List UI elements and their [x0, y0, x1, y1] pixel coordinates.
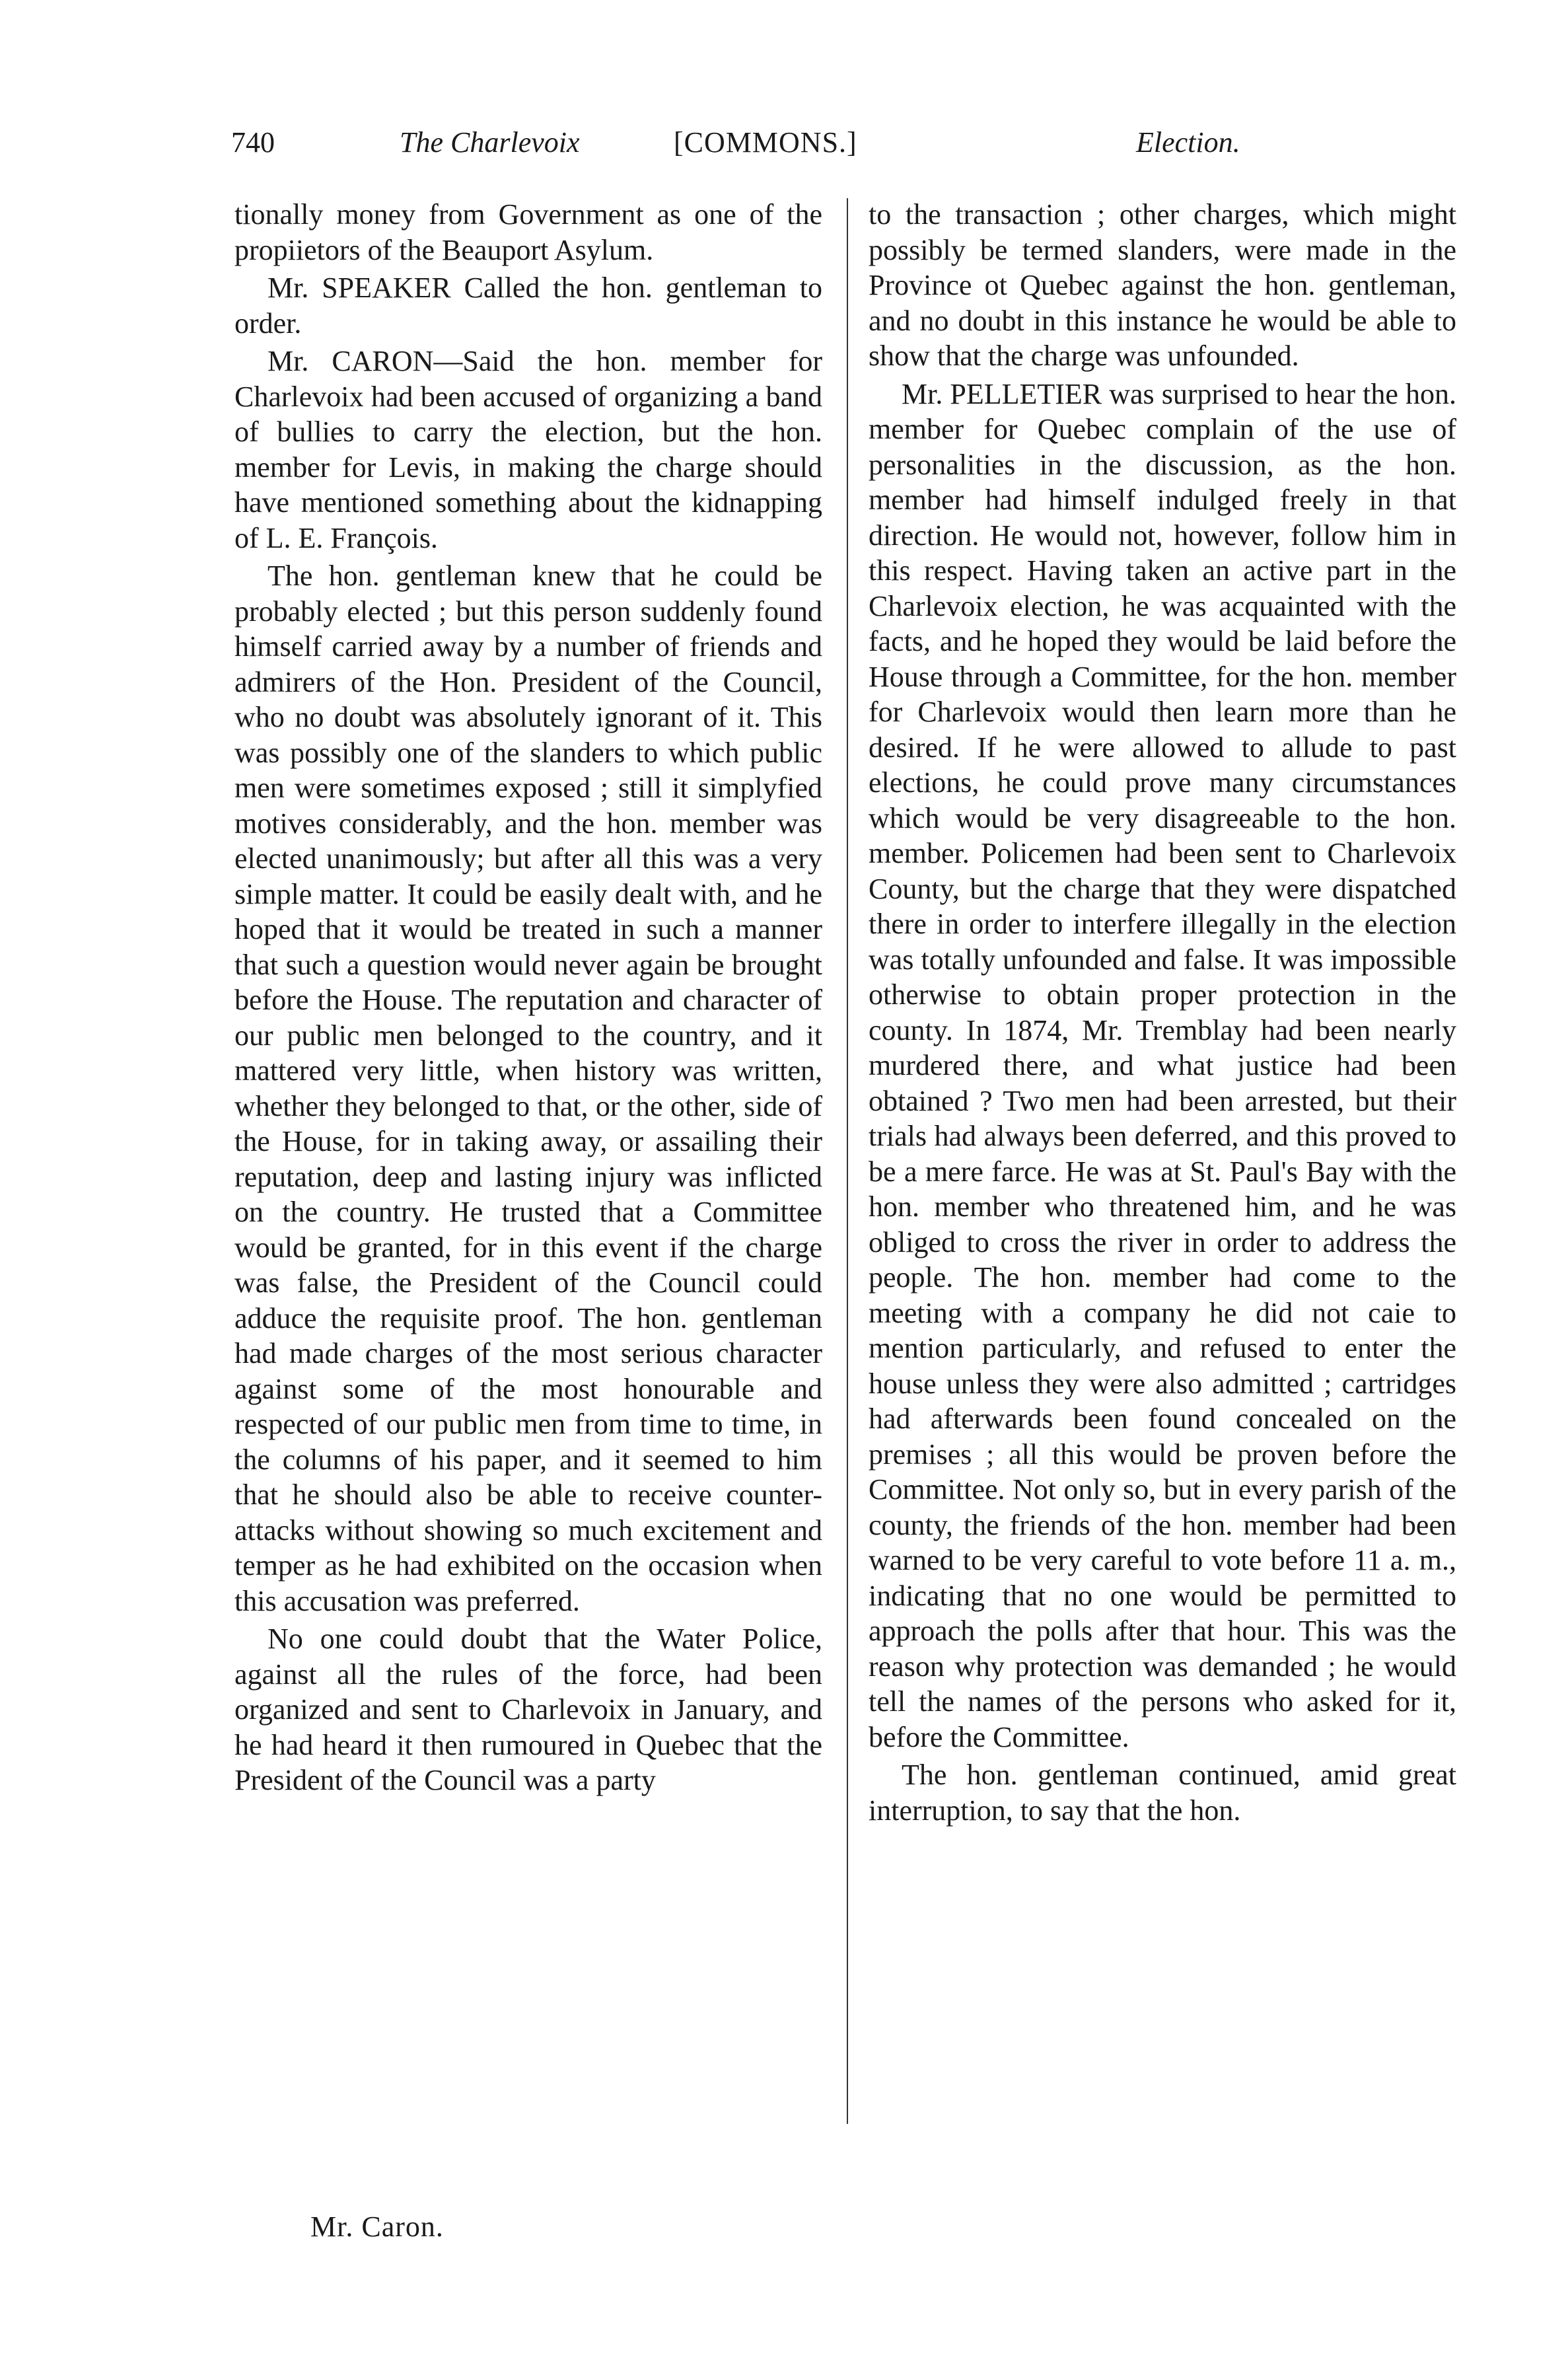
paragraph: to the transaction ; other charges, which might possibly be termed slanders, were made in the Province ot Quebec against the hon. gentleman, and no doubt in this instance he would be able to show that the charge was unfounded. [869, 198, 1456, 372]
page-number: 740 [231, 126, 275, 159]
paragraph: The hon. gentleman knew that he could be probably elected ; but this person suddenly found himself carried away by a number of friends and admirers of the Hon. President of the Council, who no doubt was absolutely ignorant of it. This was possibly one of the slanders to which public men were sometimes exposed ; still it simplyfied motives considerably, and the hon. member was elected unanimously; but after all this was a very simple matter. It could be easily dealt with, and he hoped that it would be treated in such a manner that such a question would never again be brought before the House. The reputation and character of our public men belonged to the country, and it mattered very little, when history was written, whether they belonged to that, or the other, side of the House, for in taking away, or assailing their reputation, deep and lasting injury was inflicted on the country. He trusted that a Committee would be granted, for in this event if the charge was false, the President of the Council could adduce the requisite proof. The hon. gentleman had made charges of the most serious character against some of the most honourable and respected of our public men from time to time, in the columns of his paper, and it seemed to him that he should also be able to receive counter-attacks without showing so much excitement and temper as he had exhibited on the occasion when this accusation was preferred. [234, 560, 822, 1617]
column-divider [847, 198, 848, 2124]
catchword: Mr. Caron. [310, 2210, 444, 2243]
paragraph: No one could doubt that the Water Police, against all the rules of the force, had been organized and sent to Charlevoix in January, and he had heard it then rumoured in Quebec that the President of the Council was a party [234, 1623, 822, 1796]
running-header [231, 126, 1275, 178]
paragraph: Mr. SPEAKER Called the hon. gentleman to order. [234, 272, 822, 340]
right-column [869, 197, 1456, 1831]
left-column [234, 197, 822, 1801]
paragraph: Mr. PELLETIER was surprised to hear the hon. member for Quebec complain of the use of personalities in the discussion, as the hon. member had himself indulged freely in that direction. He would not, however, follow him in this respect. Having taken an active part in the Charlevoix election, he was acquainted with the facts, and he hoped they would be laid before the House through a Committee, for the hon. member for Charlevoix would then learn more than he desired. If he were allowed to allude to past elections, he could prove many circumstances which would be very disagreeable to the hon. member. Policemen had been sent to Charlevoix County, but the charge that they were dispatched there in order to interfere illegally in the election was totally unfounded and false. It was impossible otherwise to obtain proper protection in the county. In 1874, Mr. Tremblay had been nearly murdered there, and what justice had been obtained ? Two men had been arrested, but their trials had always been deferred, and this proved to be a mere farce. He was at St. Paul's Bay with the hon. member who threatened him, and he was obliged to cross the river in order to address the people. The hon. member had come to the meeting with a company he did not caie to mention particularly, and refused to enter the house unless they were also admitted ; cartridges had afterwards been found concealed on the premises ; all this would be proven before the Committee. Not only so, but in every parish of the county, the friends of the hon. member had been warned to be very careful to vote before 11 a. m., indicating that no one would be permitted to approach the polls after that hour. This was the reason why protection was demanded ; he would tell the names of the persons who asked for it, before the Committee. [869, 377, 1456, 1753]
paragraph: The hon. gentleman continued, amid great interruption, to say that the hon. [869, 1759, 1456, 1827]
header-center-title: [COMMONS.] [674, 126, 857, 159]
paragraph: Mr. CARON—Said the hon. member for Charlevoix had been accused of organizing a band of bullies to carry the election, but the hon. member for Levis, in making the charge should have mentioned something about the kidnapping of L. E. François. [234, 345, 822, 554]
header-right-title: Election. [1136, 126, 1240, 159]
header-left-title: The Charlevoix [400, 126, 580, 159]
paragraph: tionally money from Government as one of the propiietors of the Beauport Asylum. [234, 198, 822, 266]
